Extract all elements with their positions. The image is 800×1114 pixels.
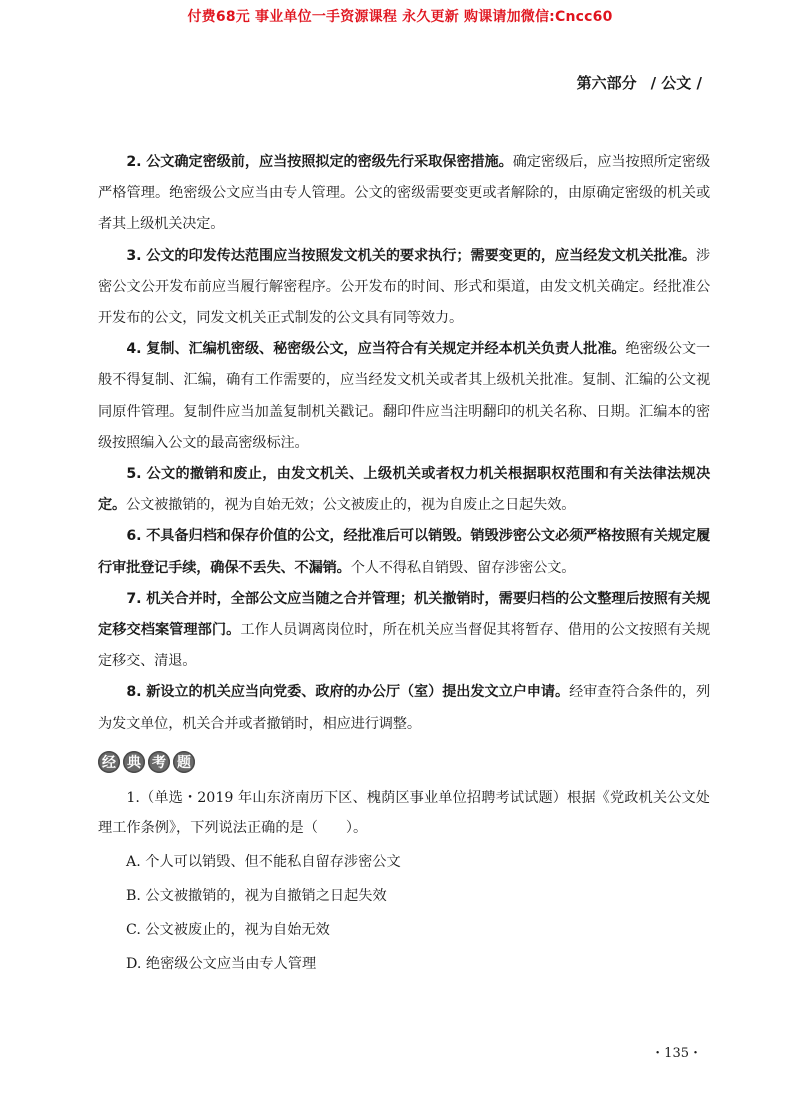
badge-char: 经: [98, 751, 120, 773]
paragraph-3: [98, 241, 710, 335]
paragraph-body: 个人不得私自销毁、留存涉密公文。: [350, 559, 576, 576]
watermark-banner: 付费68元 事业单位一手资源课程 永久更新 购课请加微信:Cncc60: [187, 9, 613, 25]
option-a: A. 个人可以销毁、但不能私自留存涉密公文: [126, 853, 401, 870]
main-content: [98, 147, 710, 979]
paragraph-body: 公文被撤销的，视为自始无效；公文被废止的，视为自废止之日起失效。: [126, 497, 576, 514]
question-stem-end: ）。: [345, 819, 368, 836]
badge-char: 题: [173, 751, 195, 773]
option-c: C. 公文被废止的，视为自始无效: [126, 921, 330, 938]
paragraph-body: 工作人员调离岗位时，所在机关应当督促其将暂存、借用的公文按照有关规定移交、清退。: [98, 622, 710, 670]
question-stem: [98, 783, 710, 843]
question-1: [98, 783, 710, 979]
paragraph-lead: 5. 公文的撤销和废止，由发文机关、上级机关或者权力机关根据职权范围和有关法律法规决定。: [98, 466, 710, 514]
badge-char: 典: [123, 751, 145, 773]
paragraph-lead: 4. 复制、汇编机密级、秘密级公文，应当符合有关规定并经本机关负责人批准。: [126, 341, 626, 358]
paragraph-body: 经审查符合条件的，列为发文单位，机关合并或者撤销时，相应进行调整。: [98, 684, 710, 732]
paragraph-lead: 8. 新设立的机关应当向党委、政府的办公厅（室）提出发文立户申请。: [126, 684, 570, 701]
classic-questions-badge: [98, 749, 710, 775]
paragraph-5: [98, 459, 710, 521]
paragraph-lead: 2. 公文确定密级前，应当按照拟定的密级先行采取保密措施。: [126, 154, 513, 170]
option-d: D. 绝密级公文应当由专人管理: [126, 955, 317, 972]
paragraph-2: [98, 147, 710, 241]
paragraph-7: [98, 584, 710, 678]
paragraph-lead: 3. 公文的印发传达范围应当按照发文机关的要求执行；需要变更的，应当经发文机关批准。: [126, 247, 696, 264]
paragraph-body: 绝密级公文一般不得复制、汇编，确有工作需要的，应当经发文机关或者其上级机关批准。复制、汇编的公文视同原件管理。复制件应当加盖复制机关戳记。翻印件应当注明翻印的机关名称、日期。汇编本的密级按照编入公文的最高密级标注。: [98, 341, 711, 451]
topic-label: / 公文 /: [650, 74, 702, 92]
paragraph-6: [98, 521, 710, 583]
paragraph-8: [98, 677, 710, 739]
option-b: B. 公文被撤销的，视为自撤销之日起失效: [126, 887, 387, 904]
part-label: 第六部分: [576, 74, 637, 92]
paragraph-body: 涉密公文公开发布前应当履行解密程序。公开发布的时间、形式和渠道，由发文机关确定。经批准公开发布的公文，同发文机关正式制发的公文具有同等效力。: [98, 247, 710, 327]
paragraph-lead: 6. 不具备归档和保存价值的公文，经批准后可以销毁。销毁涉密公文必须严格按照有关规定履行审批登记手续，确保不丢失、不漏销。: [98, 528, 710, 576]
paragraph-body: 确定密级后，应当按照所定密级严格管理。绝密级公文应当由专人管理。公文的密级需要变更或者解除的，由原确定密级的机关或者其上级机关决定。: [98, 154, 710, 233]
paragraph-4: [98, 334, 710, 459]
question-stem-text: 1.（单选・2019 年山东济南历下区、槐荫区事业单位招聘考试试题）根据《党政机关公文处理工作条例》，下列说法正确的是（: [98, 789, 710, 836]
badge-char: 考: [148, 751, 170, 773]
section-header: [577, 72, 702, 93]
paragraph-lead: 7. 机关合并时，全部公文应当随之合并管理；机关撤销时，需要归档的公文整理后按照有关规定移交档案管理部门。: [98, 590, 710, 639]
page-number: ・135・: [651, 1046, 702, 1061]
